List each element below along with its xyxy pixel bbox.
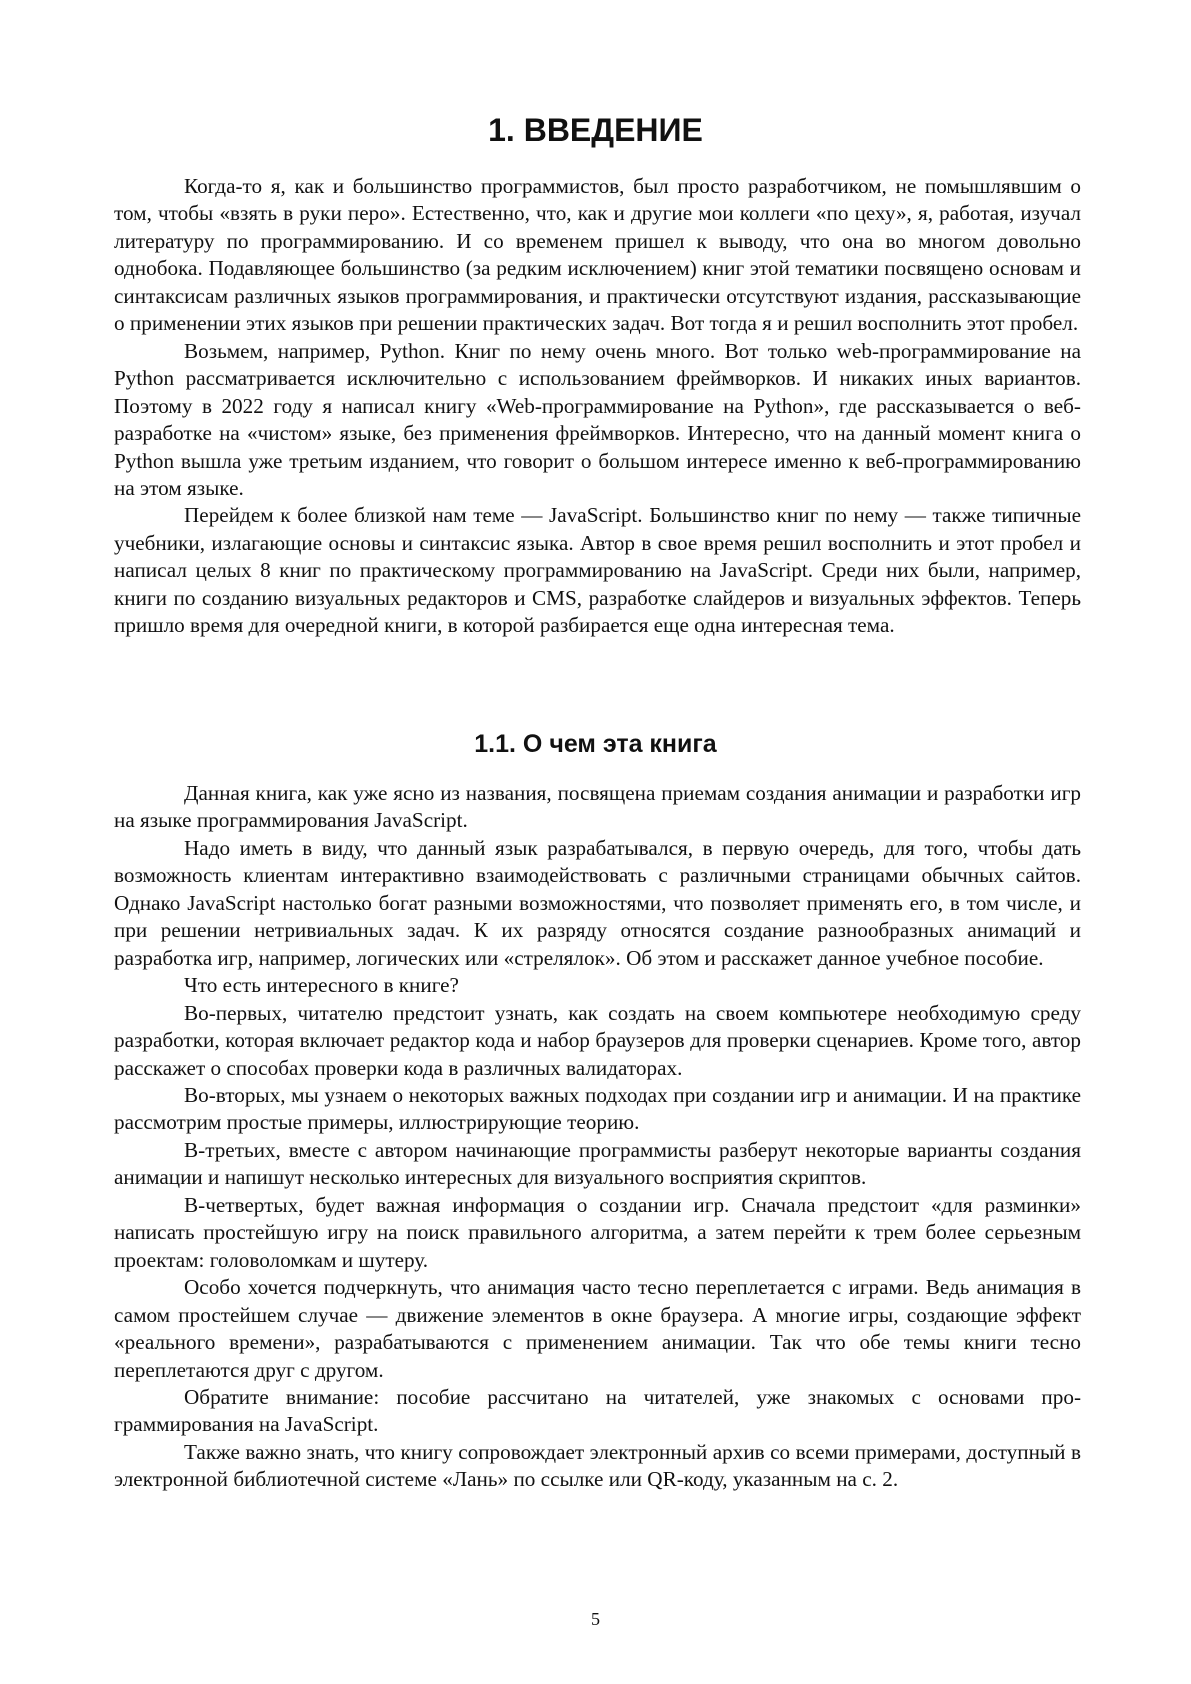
page-number: 5 (591, 1609, 600, 1629)
paragraph: В-третьих, вместе с автором начинающие программисты разберут некоторые варианты создания анимации и напишут несколько интересных для визуального восприятия скриптов. (114, 1137, 1081, 1190)
section-title: 1.1. О чем эта книга (474, 730, 717, 758)
paragraph: Также важно знать, что книгу сопровождает электронный архив со всеми примерами, доступный в электронной библиотечной системе «Лань» по ссылке или QR-коду, указанным на с. 2. (114, 1439, 1081, 1492)
section-text (114, 780, 1081, 1494)
paragraph: Во-вторых, мы узнаем о некоторых важных подходах при создании игр и анимации. И на практике рассмотрим простые примеры, иллюстрирующие теорию. (114, 1082, 1081, 1135)
paragraph: В-четвертых, будет важная информация о создании игр. Сначала предстоит «для разминки» написать простейшую игру на поиск правильного алгоритма, а затем перейти к трем более серьезным проектам: головоломкам и шутеру. (114, 1192, 1081, 1272)
paragraph: Что есть интересного в книге? (184, 973, 459, 998)
paragraph: Когда-то я, как и большинство программистов, был просто разработчиком, не помышлявшим о том, чтобы «взять в руки перо». Естественно, что, как и другие мои коллеги «по цеху», я, работая, изучал литературу по программированию. И со временем пришел к выводу, что она во многом довольно однобока. Подавляющее большинство (за редким исключением) книг этой тематики посвящено основам и синтаксисам различных языков программирования, и практически отсутствуют издания, рассказывающие о применении этих языков при решении практических задач. Вот тогда я и решил восполнить этот пробел. (114, 174, 1081, 336)
paragraph: Надо иметь в виду, что данный язык разрабатывался, в первую очередь, для того, чтобы дать возможность клиентам интерактивно взаимодействовать с различными страницами обычных сайтов. Однако JavaScript настолько богат разными возможностями, что позволяет применять его, в том числе, и при решении нетривиальных задач. К их разряду относятся создание разнообразных анимаций и разработка игр, например, логических или «стрелялок». Об этом и расскажет данное учебное пособие. (114, 835, 1081, 970)
chapter-title: 1. ВВЕДЕНИЕ (488, 112, 703, 148)
paragraph: Обратите внимание: пособие рассчитано на читателей, уже знакомых с основами программирования на JavaScript. (114, 1384, 1081, 1437)
paragraph: Особо хочется подчеркнуть, что анимация часто тесно переплетается с играми. Ведь анимация в самом простейшем случае — движение элементов в окне браузера. А многие игры, создающие эффект «реального времени», разрабатываются с применением анимации. Так что обе темы книги тесно переплетаются друг с другом. (114, 1275, 1081, 1382)
chapter-intro-text (114, 173, 1081, 640)
paragraph: Данная книга, как уже ясно из названия, посвящена приемам создания анимации и разработки игр на языке программирования JavaScript. (114, 781, 1081, 833)
paragraph: Перейдем к более близкой нам теме — JavaScript. Большинство книг по нему — также типичные учебники, излагающие основы и синтаксис языка. Автор в свое время решил восполнить и этот пробел и написал целых 8 книг по практическому программированию на JavaScript. Среди них были, например, книги по созданию визуальных редакторов и CMS, разработке слайдеров и визуальных эффектов. Теперь пришло время для очередной книги, в которой разбирается еще одна интересная тема. (114, 503, 1081, 638)
paragraph: Во-первых, читателю предстоит узнать, как создать на своем компьютере необходимую среду разработки, которая включает редактор кода и набор браузеров для проверки сценариев. Кроме того, автор расскажет о способах проверки кода в различных валидаторах. (114, 1000, 1081, 1080)
paragraph: Возьмем, например, Python. Книг по нему очень много. Вот только web-программирование на Python рассматривается исключительно с использованием фреймворков. И никаких иных вариантов. Поэтому в 2022 году я написал книгу «Web-программирование на Python», где рассказывается о веб-разработке на «чистом» языке, без применения фреймворков. Интересно, что на данный момент книга о Python вышла уже третьим изданием, что говорит о большом интересе именно к веб-программированию на этом языке. (114, 338, 1081, 500)
